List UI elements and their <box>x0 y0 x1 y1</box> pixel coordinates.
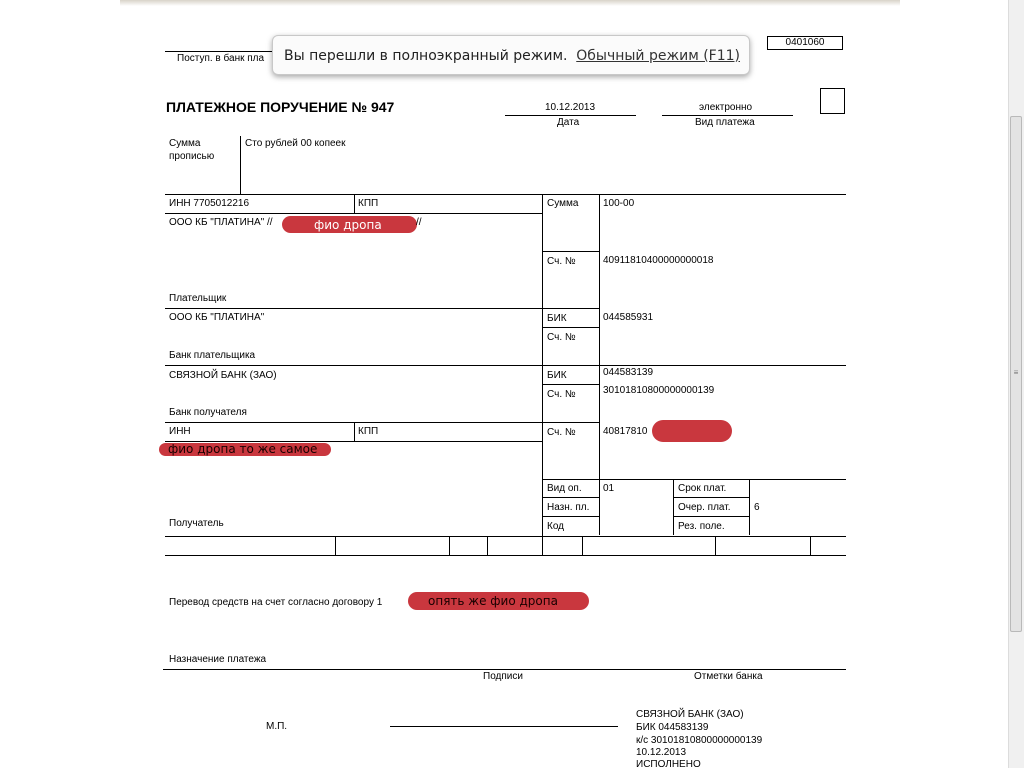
tax-divider-5 <box>715 536 716 555</box>
payment-type-label: Вид платежа <box>695 117 755 128</box>
received-line <box>165 51 275 52</box>
recipient-bank-bik: 044583139 <box>603 367 654 378</box>
sum-value: 100-00 <box>603 198 635 209</box>
payer-redaction-text: фио дропа <box>314 218 382 232</box>
line-497-b <box>673 497 749 498</box>
recipient-inn-label: ИНН <box>169 426 191 437</box>
recipient-bank-account-label: Сч. № <box>547 389 576 400</box>
recipient-bank-label: Банк получателя <box>169 407 247 418</box>
code-label: Код <box>547 521 565 532</box>
stamp-label: М.П. <box>266 721 288 732</box>
op-type-value: 01 <box>603 483 615 494</box>
payer-label: Плательщик <box>169 293 227 304</box>
amount-words-label-2: прописью <box>169 151 215 162</box>
line-365 <box>165 365 846 366</box>
scrollbar-grip-icon: ≡ <box>1013 368 1019 377</box>
recipient-bank-corr: 30101810800000000139 <box>603 385 715 396</box>
line-422 <box>165 422 599 423</box>
stamp-corr: к/с 30101810800000000139 <box>636 735 763 746</box>
line-308 <box>165 308 599 309</box>
term-right-divider <box>749 479 750 535</box>
middle-right-divider <box>599 194 600 480</box>
payer-bank-bik: 044585931 <box>603 312 654 323</box>
line-516-a <box>542 516 599 517</box>
line-327-mid <box>542 327 599 328</box>
line-669 <box>163 669 846 670</box>
line-536 <box>165 536 846 537</box>
line-213-left <box>165 213 542 214</box>
line-516-b <box>673 516 749 517</box>
payer-inn-kpp-divider <box>354 194 355 213</box>
received-in-bank-label: Поступ. в банк пла <box>177 53 265 64</box>
corner-box <box>820 88 845 114</box>
stamp-date: 10.12.2013 <box>636 747 687 758</box>
payer-bank-account-label: Сч. № <box>547 332 576 343</box>
line-384-mid <box>542 384 599 385</box>
tax-divider-3 <box>487 536 488 555</box>
op-type-label: Вид оп. <box>547 483 582 494</box>
recipient-account-redaction <box>652 420 732 442</box>
payer-bank-label: Банк плательщика <box>169 350 256 361</box>
recipient-bank-name: СВЯЗНОЙ БАНК (ЗАО) <box>169 370 277 381</box>
tax-divider-2 <box>449 536 450 555</box>
payer-account-label: Сч. № <box>547 256 576 267</box>
document-title: ПЛАТЕЖНОЕ ПОРУЧЕНИЕ № 947 <box>166 99 395 115</box>
payer-name-end: // <box>416 217 422 228</box>
middle-left-divider <box>542 194 543 556</box>
payment-type-line <box>662 115 793 116</box>
op-value-right-divider <box>673 479 674 535</box>
recipient-inn-kpp-divider <box>354 422 355 441</box>
purpose-text: Перевод средств на счет согласно договору 1 <box>169 597 383 608</box>
line-194 <box>165 194 846 195</box>
purpose-redaction-text: опять же фио дропа <box>428 594 558 608</box>
line-251-mid <box>542 251 599 252</box>
priority-value: 6 <box>754 502 760 513</box>
fullscreen-message: Вы перешли в полноэкранный режим. <box>284 48 568 64</box>
tax-divider-6 <box>810 536 811 555</box>
exit-fullscreen-link[interactable]: Обычный режим (F11) <box>576 48 740 64</box>
fullscreen-notification <box>272 35 750 75</box>
payer-kpp-label: КПП <box>358 198 379 209</box>
line-555 <box>165 555 846 556</box>
bank-marks-label: Отметки банка <box>694 671 763 682</box>
recipient-label: Получатель <box>169 518 224 529</box>
amount-words-value: Сто рублей 00 копеек <box>245 138 346 149</box>
tax-divider-1 <box>335 536 336 555</box>
reserve-label: Рез. поле. <box>678 521 725 532</box>
purpose-label: Назначение платежа <box>169 654 267 665</box>
signature-line <box>390 726 618 727</box>
tax-divider-4 <box>582 536 583 555</box>
payer-bank-name: ООО КБ "ПЛАТИНА" <box>169 312 265 323</box>
date-label: Дата <box>557 117 580 128</box>
amount-words-label-1: Сумма <box>169 138 201 149</box>
recipient-bank-bik-label: БИК <box>547 370 567 381</box>
line-497-a <box>542 497 599 498</box>
recipient-account-start: 40817810 <box>603 426 648 437</box>
priority-label: Очер. плат. <box>678 502 731 513</box>
recipient-kpp-label: КПП <box>358 426 379 437</box>
stamp-bank: СВЯЗНОЙ БАНК (ЗАО) <box>636 709 744 720</box>
recipient-account-label: Сч. № <box>547 427 576 438</box>
payment-type-value: электронно <box>699 102 753 113</box>
sum-label: Сумма <box>547 198 579 209</box>
stamp-status: ИСПОЛНЕНО <box>636 759 701 770</box>
signatures-label: Подписи <box>483 671 523 682</box>
line-479-right <box>542 479 846 480</box>
payer-account: 40911810400000000018 <box>603 255 714 266</box>
payer-inn: ИНН 7705012216 <box>169 198 250 209</box>
recipient-redaction-text: фио дропа то же самое <box>168 442 318 456</box>
date-line <box>505 115 636 116</box>
op-label-right-divider <box>599 479 600 535</box>
amount-words-divider <box>240 136 241 194</box>
page-top-shadow <box>120 0 900 6</box>
form-code-box: 0401060 <box>767 36 843 50</box>
term-label: Срок плат. <box>678 483 727 494</box>
payer-name-start: ООО КБ "ПЛАТИНА" // <box>169 217 273 228</box>
stamp-bik: БИК 044583139 <box>636 722 709 733</box>
payer-bank-bik-label: БИК <box>547 313 567 324</box>
purpose-code-label: Назн. пл. <box>547 502 590 513</box>
date-value: 10.12.2013 <box>545 102 596 113</box>
